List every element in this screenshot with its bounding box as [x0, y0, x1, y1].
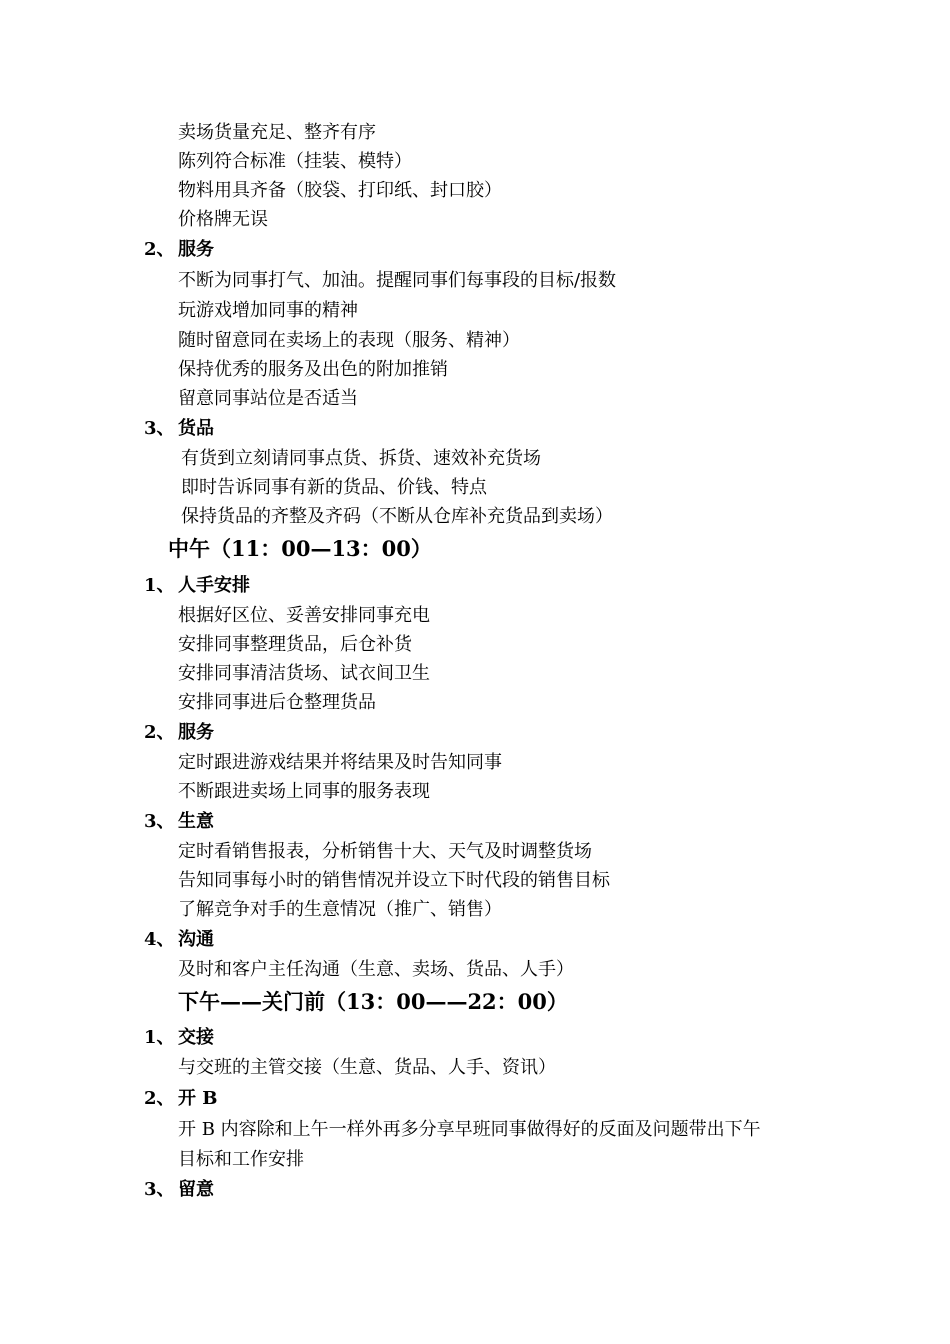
list-item: 陈列符合标准（挂装、模特） — [178, 151, 412, 172]
heading-number: 3、 — [144, 1179, 175, 1200]
heading-label: 货品 — [178, 418, 214, 439]
heading-service — [144, 722, 214, 744]
list-item: 安排同事清洁货场、试衣间卫生 — [178, 663, 430, 684]
list-item: 安排同事进后仓整理货品 — [178, 692, 376, 713]
list-item: 不断为同事打气、加油。提醒同事们每事段的目标/报数 — [178, 270, 617, 291]
paragraph-line: 目标和工作安排 — [178, 1149, 304, 1170]
list-item: 有货到立刻请同事点货、拆货、速效补充货场 — [181, 448, 541, 469]
list-item: 了解竞争对手的生意情况（推广、销售） — [178, 899, 502, 920]
list-item: 卖场货量充足、整齐有序 — [178, 122, 376, 143]
heading-label: 沟通 — [178, 929, 214, 950]
list-item: 定时跟进游戏结果并将结果及时告知同事 — [178, 752, 502, 773]
heading-number: 1、 — [144, 1027, 175, 1048]
heading-label: 服务 — [178, 722, 214, 743]
list-item: 保持优秀的服务及出色的附加推销 — [178, 359, 448, 380]
heading-attention — [144, 1179, 214, 1201]
heading-number: 1、 — [144, 575, 175, 596]
list-item: 玩游戏增加同事的精神 — [178, 300, 358, 321]
section-title-afternoon: 下午——关门前（13：00——22：00） — [178, 989, 568, 1014]
heading-label: 服务 — [178, 239, 214, 260]
heading-goods — [144, 418, 214, 440]
list-item: 物料用具齐备（胶袋、打印纸、封口胶） — [178, 180, 502, 201]
heading-number: 2、 — [144, 722, 175, 743]
heading-number: 3、 — [144, 418, 175, 439]
list-item: 不断跟进卖场上同事的服务表现 — [178, 781, 430, 802]
list-item: 告知同事每小时的销售情况并设立下时代段的销售目标 — [178, 870, 610, 891]
list-item: 及时和客户主任沟通（生意、卖场、货品、人手） — [178, 959, 574, 980]
list-item: 随时留意同在卖场上的表现（服务、精神） — [178, 330, 520, 351]
heading-label: 留意 — [178, 1179, 214, 1200]
heading-business — [144, 811, 214, 833]
heading-open-b — [144, 1088, 218, 1110]
heading-service — [144, 239, 214, 261]
list-item: 即时告诉同事有新的货品、价钱、特点 — [181, 477, 487, 498]
section-title-noon: 中午（11：00—13：00） — [168, 536, 432, 561]
heading-label: 开 B — [178, 1088, 218, 1109]
heading-communication — [144, 929, 214, 951]
list-item: 根据好区位、妥善安排同事充电 — [178, 605, 430, 626]
paragraph-line: 开 B 内容除和上午一样外再多分享早班同事做得好的反面及问题带出下午 — [178, 1119, 761, 1140]
heading-number: 2、 — [144, 1088, 175, 1109]
list-item: 与交班的主管交接（生意、货品、人手、资讯） — [178, 1057, 556, 1078]
list-item: 保持货品的齐整及齐码（不断从仓库补充货品到卖场） — [181, 506, 613, 527]
heading-number: 4、 — [144, 929, 175, 950]
list-item: 价格牌无误 — [178, 209, 268, 230]
heading-label: 生意 — [178, 811, 214, 832]
list-item: 留意同事站位是否适当 — [178, 388, 358, 409]
heading-staffing — [144, 575, 250, 597]
list-item: 安排同事整理货品，后仓补货 — [178, 634, 412, 655]
heading-label: 人手安排 — [178, 575, 250, 596]
heading-number: 2、 — [144, 239, 175, 260]
list-item: 定时看销售报表，分析销售十大、天气及时调整货场 — [178, 841, 592, 862]
heading-label: 交接 — [178, 1027, 214, 1048]
heading-handover — [144, 1027, 214, 1049]
heading-number: 3、 — [144, 811, 175, 832]
